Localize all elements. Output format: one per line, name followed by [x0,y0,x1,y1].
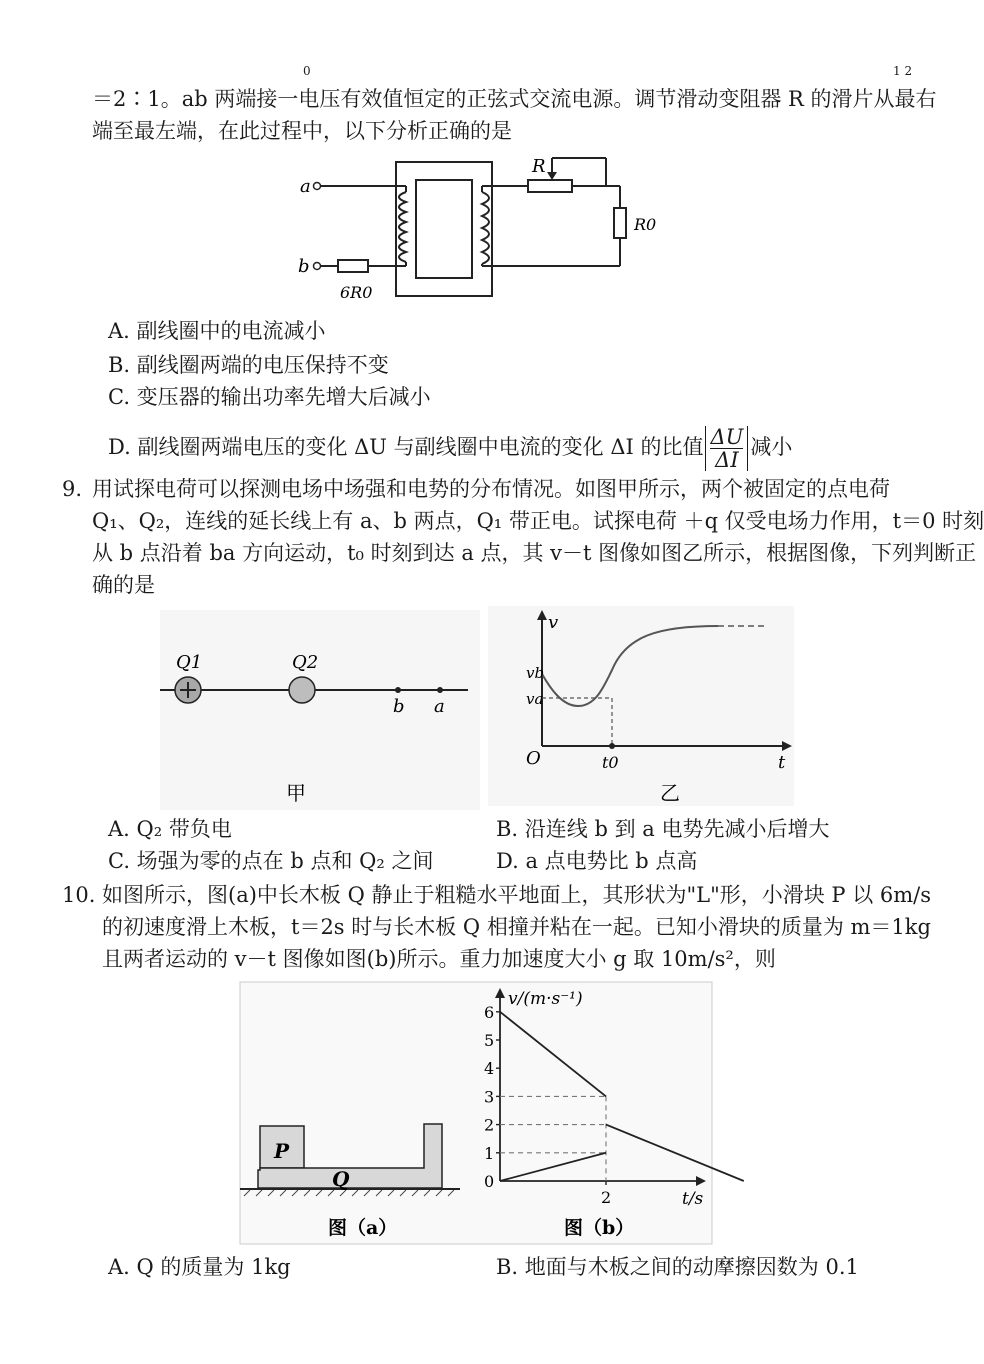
stray-digit-left: 0 [303,64,311,78]
terminal-b-label: b [298,256,310,277]
q8-text-line1: ＝2∶1。ab 两端接一电压有效值恒定的正弦式交流电源。调节滑动变阻器 R 的滑片从最右 [92,87,937,111]
q10-text-line1: 如图所示，图(a)中长木板 Q 静止于粗糙水平地面上，其形状为"L"形，小滑块 P 以 6m/s [102,883,932,907]
board-slider-figure [240,982,712,1244]
transformer-circuit-figure [290,148,657,308]
q8-text-line2: 端至最左端，在此过程中，以下分析正确的是 [92,119,512,143]
q8-option-a[interactable]: A. 副线圈中的电流减小 [108,319,326,343]
label-P: P [274,1139,290,1163]
y-tick-label: 2 [484,1115,495,1135]
q8-option-d-text: D. 副线圈两端电压的变化 ΔU 与副线圈中电流的变化 ΔI 的比值 [108,435,704,459]
a-label: a [434,696,445,717]
fig-b-xlabel: t/s [682,1189,704,1209]
velocity-time-figure-yi [488,606,794,806]
q1-label: Q1 [176,652,203,673]
vb-label: vb [526,664,545,682]
q10-text-line3: 且两者运动的 v－t 图像如图(b)所示。重力加速度大小 g 取 10m/s²，则 [102,947,776,971]
resistor-6R0-label: 6R0 [340,283,373,302]
rheostat-R-label: R [532,156,546,177]
q8-option-d[interactable] [108,426,792,471]
y-tick-label: 0 [484,1172,495,1191]
q10-number: 10. [62,883,96,907]
q10-option-b[interactable]: B. 地面与木板之间的动摩擦因数为 0.1 [496,1255,859,1279]
q8-option-b[interactable]: B. 副线圈两端的电压保持不变 [108,353,389,377]
figure-jia-caption: 甲 [286,781,306,805]
q9-text-line3: 从 b 点沿着 ba 方向运动，t₀ 时刻到达 a 点，其 v－t 图像如图乙所示，根据图像，下列判断正 [92,541,977,565]
y-tick-label: 1 [484,1143,495,1163]
stray-digit-right: 1 2 [893,64,913,78]
point-a [437,687,443,693]
q8-option-d-suffix: 减小 [750,435,793,459]
q9-number: 9. [62,477,83,501]
q9-option-d[interactable]: D. a 点电势比 b 点高 [496,849,698,873]
q2-label: Q2 [292,652,319,673]
y-tick-label: 3 [484,1087,495,1107]
origin-label: O [526,748,541,769]
charge-q2 [289,677,315,703]
q9-option-b[interactable]: B. 沿连线 b 到 a 电势先减小后增大 [496,817,830,841]
figure-b-caption: 图（b） [564,1217,635,1239]
fraction-numerator: ΔU [710,425,744,449]
b-label: b [393,696,405,717]
va-label: va [526,690,544,708]
figure-yi-caption: 乙 [660,781,680,805]
q10-text-line2: 的初速度滑上木板，t＝2s 时与长木板 Q 相撞并粘在一起。已知小滑块的质量为 m＝1kg [102,915,931,939]
terminal-a-label: a [300,176,311,197]
delta-u-over-delta-i-fraction [705,426,748,471]
q9-text-line1: 用试探电荷可以探测电场中场强和电势的分布情况。如图甲所示，两个被固定的点电荷 [92,477,890,501]
q9-text-line2: Q₁、Q₂，连线的延长线上有 a、b 两点，Q₁ 带正电。试探电荷 ＋q 仅受电场力作用，t＝0 时刻 [92,509,984,533]
point-b [395,687,401,693]
q9-option-a[interactable]: A. Q₂ 带负电 [108,817,232,841]
resistor-R0-label: R0 [634,215,657,234]
fig-b-ylabel: v/(m·s⁻¹) [508,989,583,1009]
q8-option-c[interactable]: C. 变压器的输出功率先增大后减小 [108,385,431,409]
charges-figure-jia [160,610,480,810]
q9-option-c[interactable]: C. 场强为零的点在 b 点和 Q₂ 之间 [108,849,434,873]
y-tick-label: 6 [484,1002,495,1022]
fraction-denominator: ΔI [715,448,739,472]
q10-option-a[interactable]: A. Q 的质量为 1kg [108,1255,291,1279]
y-tick-label: 4 [484,1059,495,1079]
label-Q: Q [332,1167,350,1191]
t-axis-label: t [778,752,786,773]
v-axis-label: v [548,612,559,633]
figure-a-caption: 图（a） [328,1217,398,1239]
y-tick-label: 5 [484,1031,495,1050]
t0-label: t0 [602,753,619,772]
x-tick-label: 2 [601,1188,612,1207]
q9-text-line4: 确的是 [92,573,155,597]
